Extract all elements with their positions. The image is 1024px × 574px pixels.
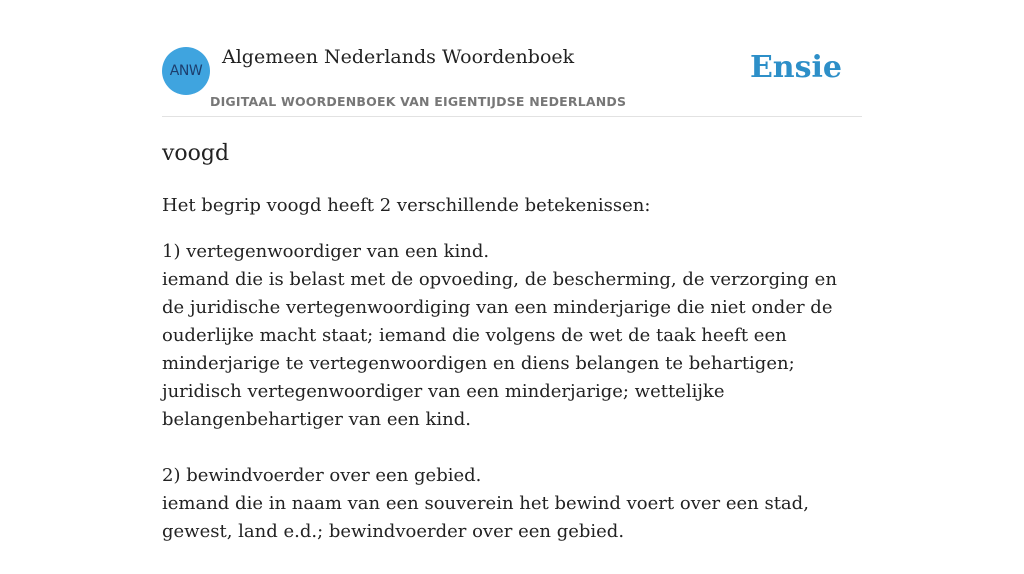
- entry-content: [162, 138, 862, 574]
- meaning-item: [162, 462, 862, 546]
- meaning-head: 1) vertegenwoordiger van een kind.: [162, 241, 490, 262]
- site-header: [162, 40, 862, 117]
- entry-word: voogd: [162, 141, 230, 166]
- ensie-brand-logo[interactable]: Ensie: [749, 50, 842, 85]
- meaning-item: [162, 238, 862, 434]
- site-subtitle: DIGITAAL WOORDENBOEK VAN EIGENTIJDSE NEDERLANDS: [210, 94, 627, 109]
- anw-logo[interactable]: ANW: [162, 47, 210, 95]
- meaning-head: 2) bewindvoerder over een gebied.: [162, 465, 482, 486]
- site-title[interactable]: Algemeen Nederlands Woordenboek: [222, 46, 575, 68]
- meaning-definition: iemand die in naam van een souverein het bewind voert over een stad, gewest, land e.d.; bewindvoerder over een gebied.: [162, 493, 809, 542]
- entry-intro: Het begrip voogd heeft 2 verschillende betekenissen:: [162, 195, 651, 216]
- meaning-definition: iemand die is belast met de opvoeding, de bescherming, de verzorging en de juridische vertegenwoordiging van een minderjarige die niet onder de ouderlijke macht staat; iemand die volgens de wet de taak heeft een minderjarige te vertegenwoordigen en diens belangen te behartigen; juridisch vertegenwoordiger van een minderjarige; wettelijke belangenbehartiger van een kind.: [162, 269, 837, 430]
